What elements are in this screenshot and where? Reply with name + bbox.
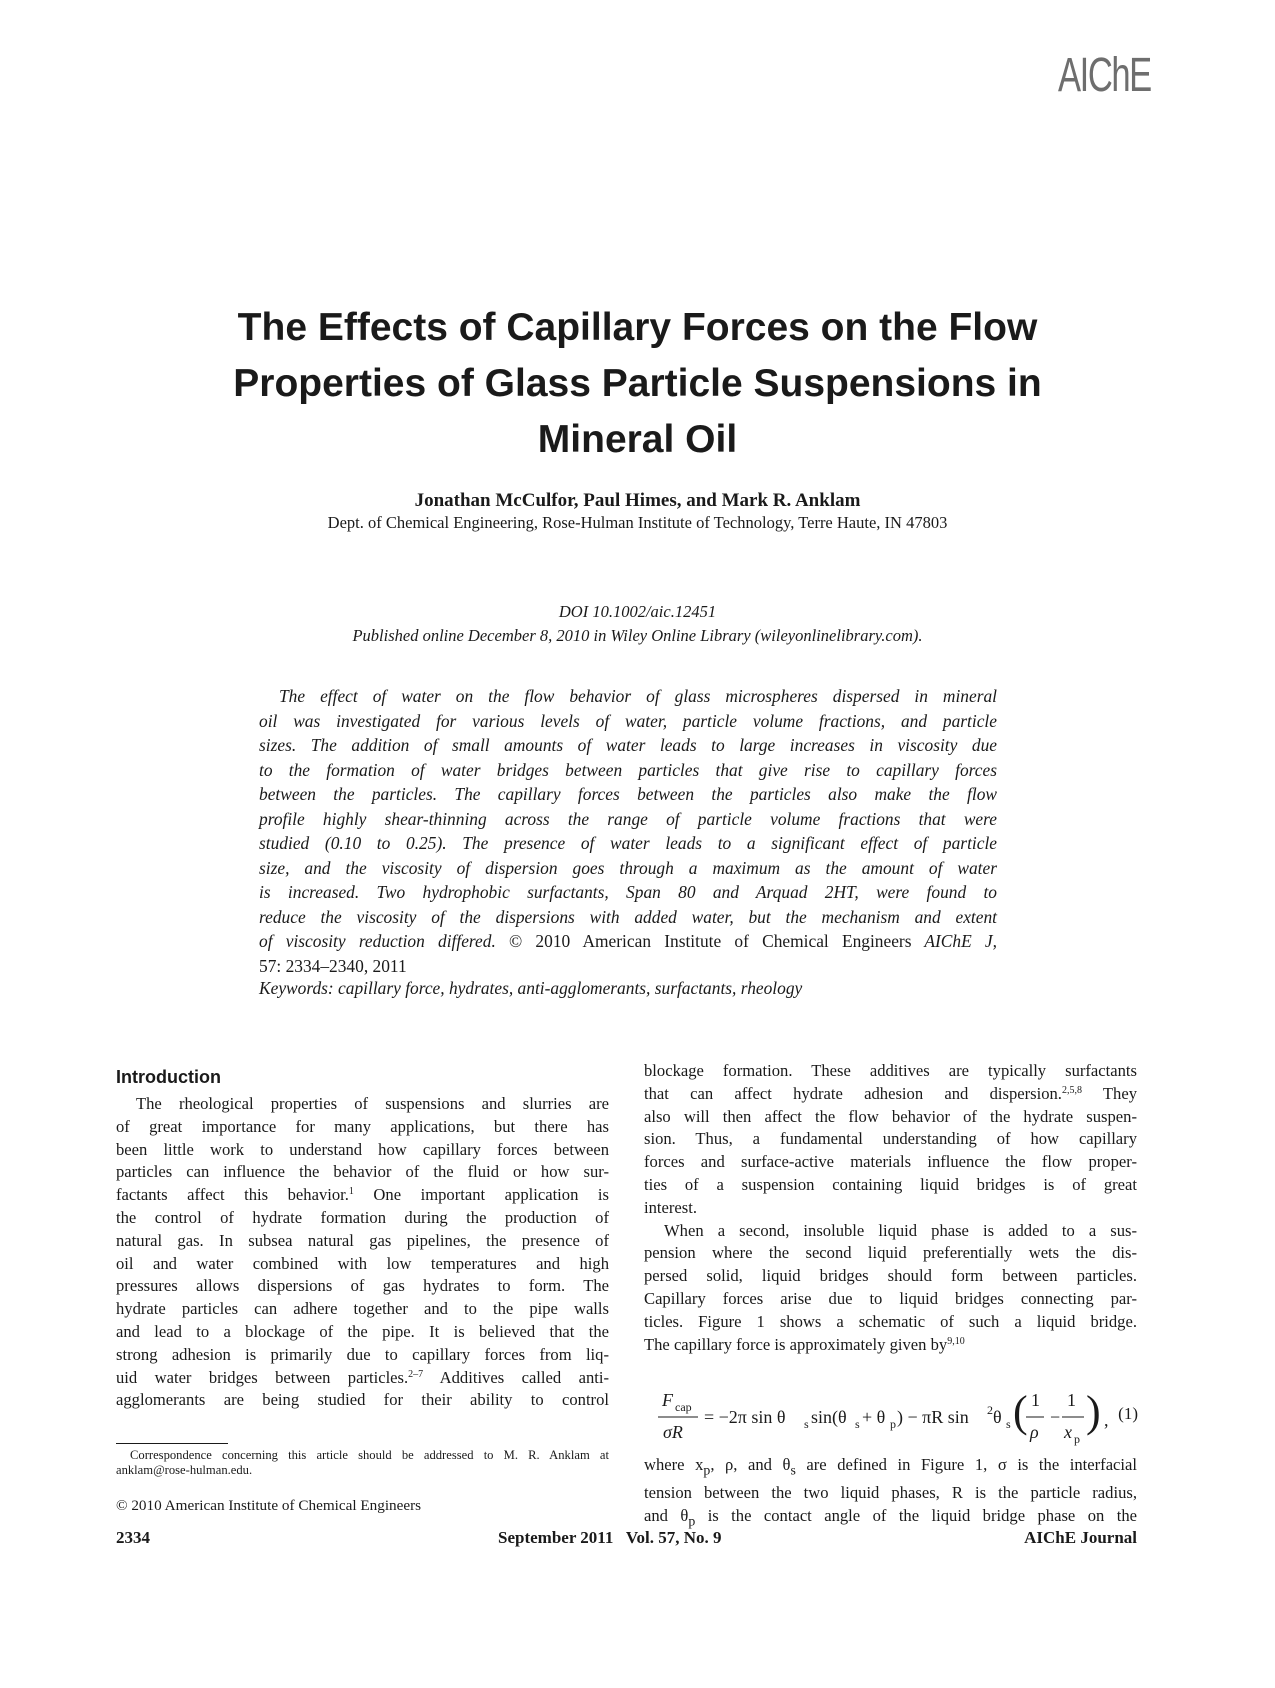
body-text: , ρ, and θ bbox=[710, 1455, 791, 1475]
body-text: factants affect this behavior. bbox=[116, 1185, 349, 1205]
body-line bbox=[644, 1334, 1137, 1357]
body-line: ties of a suspension containing liquid bridges is of great bbox=[644, 1174, 1137, 1194]
abstract-line bbox=[259, 929, 997, 954]
body-text: The capillary force is approximately given by bbox=[644, 1334, 948, 1354]
eq-frac2-den: x bbox=[1064, 1422, 1072, 1442]
body-line bbox=[644, 1083, 1137, 1106]
body-text: is the contact angle of the liquid bridge phase on the bbox=[695, 1506, 1137, 1526]
body-line: and lead to a blockage of the pipe. It is believed that the bbox=[116, 1321, 609, 1341]
eq-rhs: = −2π sin θ bbox=[704, 1407, 786, 1427]
body-line: pension where the second liquid preferentially wets the dis- bbox=[644, 1243, 1137, 1263]
publication-info: Published online December 8, 2010 in Wiley Online Library (wileyonlinelibrary.com). bbox=[352, 626, 923, 645]
subscript: p bbox=[703, 1462, 711, 1478]
body-line: ticles. Figure 1 shows a schematic of such a liquid bridge. bbox=[644, 1311, 1137, 1331]
body-line bbox=[116, 1367, 609, 1390]
footnote-rule bbox=[116, 1443, 228, 1444]
body-text: They bbox=[1081, 1083, 1137, 1103]
eq-left-paren: ( bbox=[1013, 1387, 1028, 1436]
footnote bbox=[116, 1448, 609, 1478]
section-heading: Introduction bbox=[116, 1067, 221, 1087]
issue-info: September 2011 Vol. 57, No. 9 bbox=[498, 1528, 722, 1547]
right-column bbox=[644, 1060, 1137, 1533]
eq-sub: s bbox=[804, 1417, 809, 1431]
eq-sub: p bbox=[890, 1417, 896, 1431]
body-line bbox=[116, 1184, 609, 1207]
left-column bbox=[116, 1093, 609, 1412]
body-line: sion. Thus, a fundamental understanding of how capillary bbox=[644, 1129, 1137, 1149]
abstract-line: sizes. The addition of small amounts of water leads to large increases in viscosity due bbox=[259, 735, 997, 755]
journal-name: AIChE Journal bbox=[1024, 1528, 1137, 1547]
body-line: also will then affect the flow behavior of the hydrate suspen- bbox=[644, 1106, 1137, 1126]
body-line: persed solid, liquid bridges should form between particles. bbox=[644, 1266, 1137, 1286]
abstract-text: of viscosity reduction differed. bbox=[259, 931, 496, 951]
body-line: natural gas. In subsea natural gas pipelines, the presence of bbox=[116, 1230, 609, 1250]
article-title bbox=[150, 300, 1125, 468]
subscript: s bbox=[790, 1462, 796, 1478]
body-line: been little work to understand how capillary forces between bbox=[116, 1139, 609, 1159]
abstract-line: between the particles. The capillary forces between the particles also make the flow bbox=[259, 784, 997, 804]
body-line: forces and surface-active materials influence the flow proper- bbox=[644, 1152, 1137, 1172]
body-text: are defined in Figure 1, σ is the interfacial bbox=[795, 1455, 1138, 1475]
abstract-citation: 57: 2334–2340, 2011 bbox=[259, 955, 407, 976]
body-line: When a second, insoluble liquid phase is added to a sus- bbox=[664, 1220, 1137, 1240]
body-line: of great importance for many applications, but there has bbox=[116, 1116, 609, 1136]
body-line: Capillary forces arise due to liquid bridges connecting par- bbox=[644, 1288, 1137, 1308]
affiliation: Dept. of Chemical Engineering, Rose-Hulman Institute of Technology, Terre Haute, IN 47803 bbox=[327, 513, 948, 532]
subscript: p bbox=[688, 1513, 696, 1529]
citation-ref: 1 bbox=[348, 1186, 354, 1198]
eq-frac2-num: 1 bbox=[1067, 1390, 1076, 1410]
authors: Jonathan McCulfor, Paul Himes, and Mark R. Anklam bbox=[414, 490, 861, 511]
body-line: oil and water combined with low temperatures and high bbox=[116, 1253, 609, 1273]
page-number: 2334 bbox=[116, 1528, 150, 1547]
body-line: The rheological properties of suspensions and slurries are bbox=[136, 1094, 609, 1113]
citation-ref: 2,5,8 bbox=[1061, 1084, 1082, 1096]
body-text: and θ bbox=[644, 1506, 689, 1526]
footnote-email[interactable]: anklam@rose-hulman.edu. bbox=[116, 1463, 253, 1477]
body-text: that can affect hydrate adhesion and dispersion. bbox=[644, 1083, 1062, 1103]
doi: DOI 10.1002/aic.12451 bbox=[558, 602, 717, 621]
eq-rhs: θ bbox=[993, 1407, 1002, 1427]
equation-1 bbox=[658, 1384, 1138, 1448]
eq-lhs-num-sub: cap bbox=[675, 1400, 692, 1414]
equation-number: (1) bbox=[1118, 1404, 1138, 1423]
abstract-line: oil was investigated for various levels of water, particle volume fractions, and particle bbox=[259, 710, 997, 731]
eq-tail: , bbox=[1104, 1410, 1109, 1430]
body-line: interest. bbox=[644, 1197, 697, 1217]
eq-lhs-num: F bbox=[662, 1390, 673, 1410]
body-text: Additives called anti- bbox=[423, 1367, 609, 1387]
body-line: the control of hydrate formation during the production of bbox=[116, 1207, 609, 1227]
citation-ref: 2–7 bbox=[408, 1368, 424, 1380]
abstract-journal: AIChE J, bbox=[924, 931, 997, 951]
eq-frac1-num: 1 bbox=[1031, 1390, 1040, 1410]
footnote-line: Correspondence concerning this article should be addressed to M. R. Anklam at bbox=[130, 1448, 609, 1462]
eq-right-paren: ) bbox=[1086, 1387, 1101, 1436]
abstract-line: size, and the viscosity of dispersion goes through a maximum as the amount of water bbox=[259, 857, 997, 878]
body-line: pressures allows dispersions of gas hydrates to form. The bbox=[116, 1276, 609, 1296]
eq-sub: s bbox=[855, 1417, 860, 1431]
abstract-copyright: © 2010 American Institute of Chemical Engineers bbox=[509, 931, 912, 951]
body-line: tension between the two liquid phases, R is the particle radius, bbox=[644, 1483, 1137, 1503]
body-line: blockage formation. These additives are typically surfactants bbox=[644, 1061, 1137, 1080]
abstract-line: reduce the viscosity of the dispersions with added water, but the mechanism and extent bbox=[259, 906, 997, 927]
eq-rhs: ) − πR sin bbox=[897, 1407, 969, 1427]
eq-sup: 2 bbox=[987, 1403, 993, 1417]
keywords: Keywords: capillary force, hydrates, anti-agglomerants, surfactants, rheology bbox=[259, 978, 803, 998]
title-line: Mineral Oil bbox=[537, 418, 738, 461]
eq-rhs: + θ bbox=[862, 1407, 886, 1427]
eq-minus: − bbox=[1050, 1407, 1061, 1427]
body-line: hydrate particles can adhere together and to the pipe walls bbox=[116, 1299, 609, 1319]
body-text: where x bbox=[644, 1455, 704, 1475]
copyright-notice: © 2010 American Institute of Chemical Engineers bbox=[116, 1497, 422, 1514]
abstract-line: profile highly shear-thinning across the range of particle volume fractions that were bbox=[259, 808, 997, 829]
eq-frac1-den: ρ bbox=[1030, 1422, 1039, 1442]
eq-rhs: sin(θ bbox=[811, 1407, 847, 1427]
abstract-line: studied (0.10 to 0.25). The presence of water leads to a significant effect of particle bbox=[259, 833, 997, 853]
abstract-line: is increased. Two hydrophobic surfactants, Span 80 and Arquad 2HT, were found to bbox=[259, 882, 997, 902]
eq-sub: s bbox=[1006, 1417, 1011, 1431]
abstract-line: The effect of water on the flow behavior of glass microspheres dispersed in mineral bbox=[279, 686, 997, 706]
body-text: uid water bridges between particles. bbox=[116, 1367, 409, 1387]
body-line bbox=[644, 1454, 1137, 1482]
eq-lhs-den: σR bbox=[663, 1422, 683, 1442]
body-line: particles can influence the behavior of the fluid or how sur- bbox=[116, 1162, 609, 1182]
eq-sub: p bbox=[1074, 1432, 1080, 1446]
citation-ref: 9,10 bbox=[947, 1335, 965, 1347]
body-line: agglomerants are being studied for their ability to control bbox=[116, 1390, 609, 1410]
body-line: strong adhesion is primarily due to capillary forces from liq- bbox=[116, 1344, 609, 1364]
title-line: Properties of Glass Particle Suspensions in bbox=[233, 362, 1042, 405]
abstract bbox=[259, 684, 997, 978]
journal-logo: AIChE bbox=[1058, 49, 1151, 102]
body-text: One important application is bbox=[353, 1185, 609, 1205]
equation-formula bbox=[658, 1384, 1109, 1448]
abstract-line: to the formation of water bridges between particles that give rise to capillary forces bbox=[259, 759, 997, 780]
title-line: The Effects of Capillary Forces on the Flow bbox=[237, 306, 1038, 349]
